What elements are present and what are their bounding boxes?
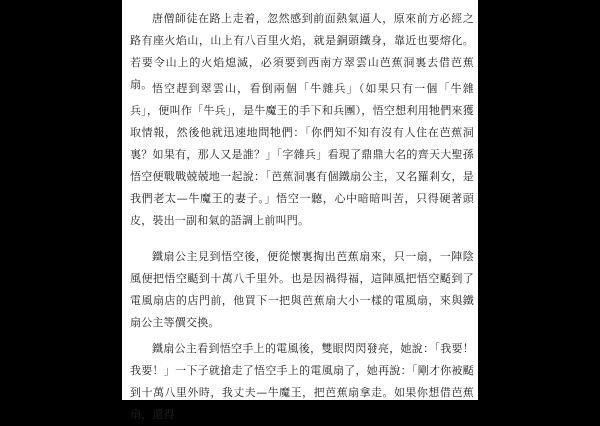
paragraph-4: 鐵扇公主看到悟空手上的電風後，雙眼閃閃發亮，她說：「我要！我要！」一下子就搶走了悟空手上的電風扇了，她再說：「剛才你被颳到十萬八里外時，我丈夫—牛魔王，把芭蕉扇拿走。如果你想借芭蕉扇，還得	[130, 342, 474, 421]
paragraph-2: 悟空趕到翠雲山，看倒兩個「牛雜兵」（如果只有一個「牛雜兵」，便叫作「牛兵」，是牛魔王的手下和兵團），悟空想利用牠們來獲取情報，然後他就迅速地問牠們：「你們知不知有沒有人住在芭蕉洞裏？如果有，那人又是誰？」「字雜兵」看現了鼎鼎大名的齊天大聖孫悟空便戰戰兢兢地一起說：「芭蕉洞裏有個鐵扇公主，又名羅剎女，是我們老太—牛魔王的妻子。」悟空一聽，心中暗暗叫苦，只得硬著頭皮，裝出一副和氣的語調上前叫門。	[130, 82, 474, 227]
document-page	[122, 0, 478, 421]
paragraph-3: 鐵扇公主見到悟空後，便從懷裏掏出芭蕉扇來，只一扇，一陣陰風便把悟空颳到十萬八千里外。也是因禍得福，這陣風把悟空颳到了電風扇店的店門前，他買下一把與芭蕉扇大小一樣的電風扇，來與鐵扇公主等價交換。	[130, 250, 474, 329]
paragraph-1: 唐僧師徒在路上走着，忽然感到前面熱氣逼人，原來前方必經之路有座火焰山，山上有八百里火焰，就是銅頭鐵身，靠近也要熔化。若要令山上的火焰熄滅，必須要到西南方翠雲山芭蕉洞裏去借芭蕉扇。	[130, 12, 474, 91]
